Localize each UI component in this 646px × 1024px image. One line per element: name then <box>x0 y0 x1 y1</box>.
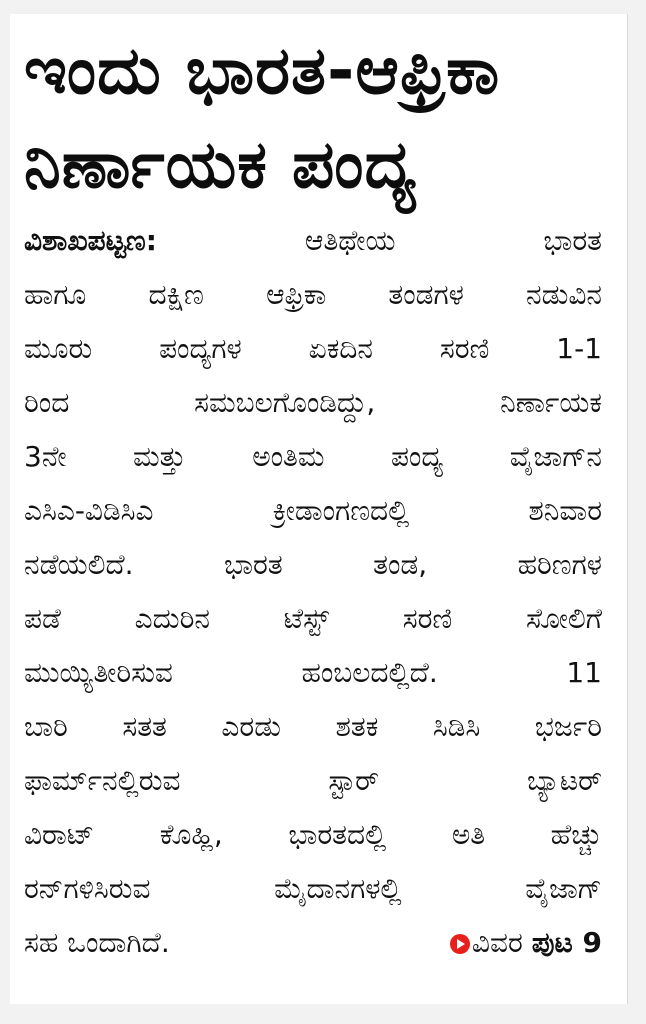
continued-page-number: ಪುಟ 9 <box>531 926 602 959</box>
dateline: ವಿಶಾಖಪಟ್ಟಣ: <box>24 224 157 257</box>
article-last-line-wrap <box>24 916 602 970</box>
article-line: ರನ್‌ಗಳಿಸಿರುವ ಮೈದಾನಗಳಲ್ಲಿ ವೈಜಾಗ್ <box>24 872 602 905</box>
play-arrow-icon <box>450 934 470 954</box>
article-line: ವಿರಾಟ್ ಕೊಹ್ಲಿ, ಭಾರತದಲ್ಲಿ ಅತಿ ಹೆಚ್ಚು <box>24 818 602 851</box>
headline <box>24 24 614 212</box>
headline-line-1: ಇಂದು ಭಾರತ-ಆಫ್ರಿಕಾ <box>24 32 501 109</box>
article-line-text: ಆತಿಥೇಯ ಭಾರತ <box>304 224 602 257</box>
article-line: ಮೂರು ಪಂದ್ಯಗಳ ಏಕದಿನ ಸರಣಿ 1-1 <box>24 332 602 365</box>
article-line: 3ನೇ ಮತ್ತು ಅಂತಿಮ ಪಂದ್ಯ ವೈಜಾಗ್‌ನ <box>24 440 602 473</box>
article-line: ಎಸಿಎ-ವಿಡಿಸಿಎ ಕ್ರೀಡಾಂಗಣದಲ್ಲಿ ಶನಿವಾರ <box>24 494 602 527</box>
article-line: ಸಹ ಒಂದಾಗಿದೆ. <box>24 926 170 959</box>
article-line: ಹಾಗೂ ದಕ್ಷಿಣ ಆಫ್ರಿಕಾ ತಂಡಗಳ ನಡುವಿನ <box>24 278 602 311</box>
article-body <box>24 214 602 970</box>
article-line: ಫಾರ್ಮ್‌ನಲ್ಲಿರುವ ಸ್ಟಾರ್ ಬ್ಯಾಟರ್ <box>24 764 602 797</box>
newspaper-clipping <box>10 14 628 1004</box>
continued-label: ವಿವರ <box>471 926 523 959</box>
article-line: ನಡೆಯಲಿದೆ. ಭಾರತ ತಂಡ, ಹರಿಣಗಳ <box>24 548 602 581</box>
article-line: ಪಡೆ ಎದುರಿನ ಟೆಸ್ಟ್ ಸರಣಿ ಸೋಲಿಗೆ <box>24 602 602 635</box>
continued-on-page <box>450 916 602 970</box>
article-line: ಮುಯ್ಯಿತೀರಿಸುವ ಹಂಬಲದಲ್ಲಿದೆ. 11 <box>24 656 602 689</box>
article-line <box>24 214 602 268</box>
headline-line-2: ನಿರ್ಣಾಯಕ ಪಂದ್ಯ <box>24 126 418 203</box>
article-line: ಬಾರಿ ಸತತ ಎರಡು ಶತಕ ಸಿಡಿಸಿ ಭರ್ಜರಿ <box>24 710 602 743</box>
article-line: ರಿಂದ ಸಮಬಲಗೊಂಡಿದ್ದು, ನಿರ್ಣಾಯಕ <box>24 386 602 419</box>
